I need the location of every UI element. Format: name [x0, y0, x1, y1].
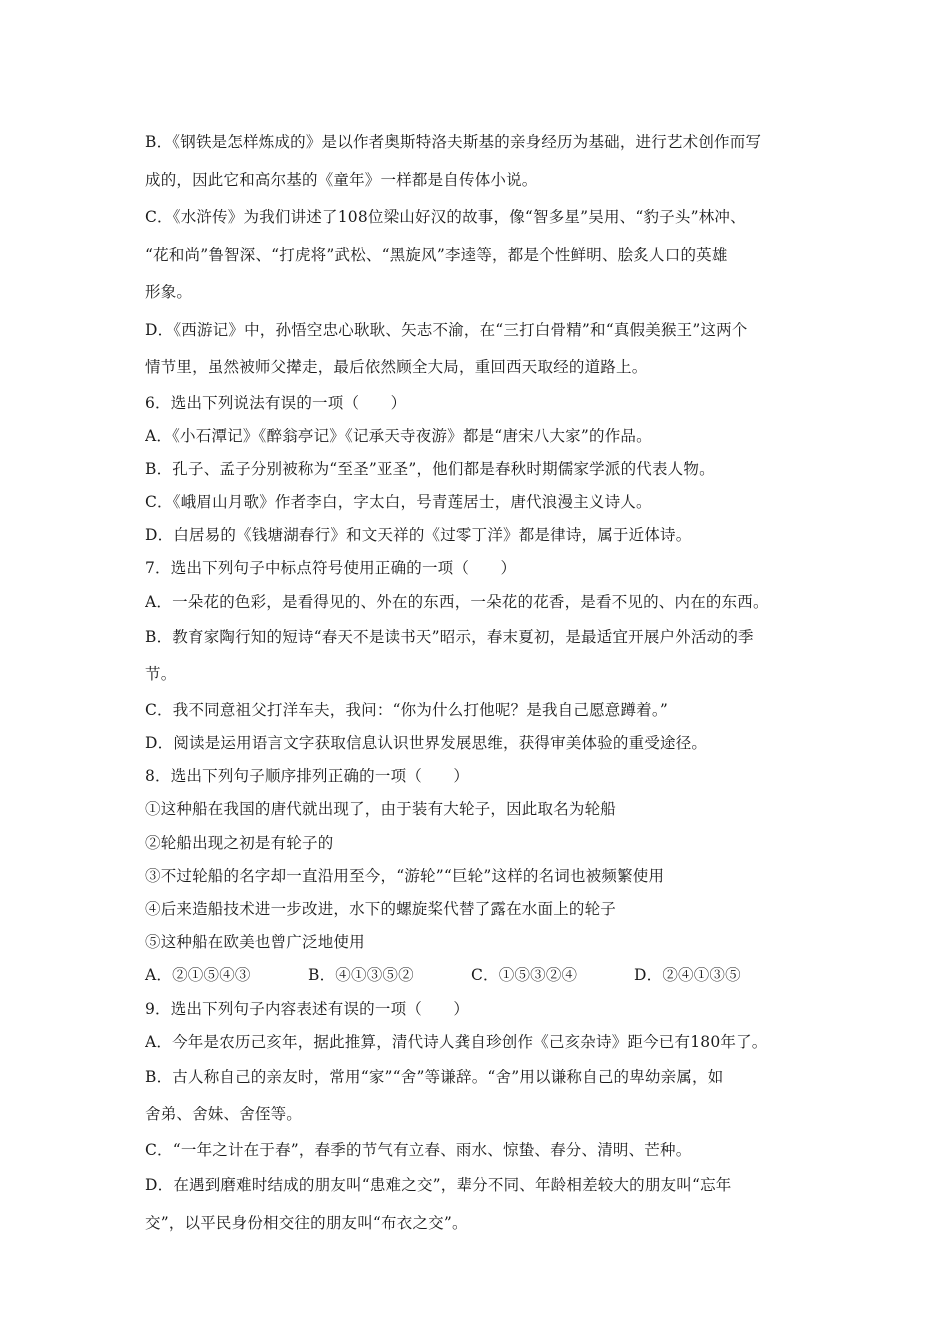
option-8c: C．①⑤③②④	[471, 966, 578, 985]
option-5d-line-2: 情节里，虽然被师父撵走，最后依然顾全大局，重回西天取经的道路上。	[145, 358, 648, 376]
option-7b-line-2: 节。	[145, 665, 177, 684]
question-8: 8．选出下列句子顺序排列正确的一项（ ）	[145, 767, 470, 786]
question-8-options	[145, 959, 810, 992]
option-9b-line-1: B．古人称自己的亲友时，常用“家”“舍”等谦辞。“舍”用以谦称自己的卑幼亲属，如	[145, 1067, 724, 1086]
option-9d-line-1: D．在遇到磨难时结成的朋友叫“患难之交”，辈分不同、年龄相差较大的朋友叫“忘年	[145, 1176, 732, 1195]
question-7: 7．选出下列句子中标点符号使用正确的一项（ ）	[145, 559, 517, 578]
option-8a: A．②①⑤④③	[145, 966, 251, 985]
option-9d-line-2: 交”，以平民身份相交往的朋友叫“布衣之交”。	[145, 1213, 468, 1232]
option-5c-line-2: “花和尚”鲁智深、“打虎将”武松、“黑旋风”李逵等，都是个性鲜明、脍炙人口的英雄	[145, 245, 728, 264]
option-7c: C．我不同意祖父打洋车夫，我问：“你为什么打他呢？是我自己愿意蹲着。”	[145, 700, 668, 719]
option-5d-line-1: D．《西游记》中，孙悟空忠心耿耿、矢志不渝，在“三打白骨精”和“真假美猴王”这两个	[145, 320, 748, 339]
option-5b-line-1: B．《钢铁是怎样炼成的》是以作者奥斯特洛夫斯基的亲身经历为基础，进行艺术创作而写	[145, 133, 762, 151]
question-9: 9．选出下列句子内容表述有误的一项（ ）	[145, 999, 470, 1018]
document-page	[145, 124, 810, 1242]
option-6d: D．白居易的《钱塘湖春行》和文天祥的《过零丁洋》都是律诗，属于近体诗。	[145, 526, 692, 545]
option-5c-line-1: C．《水浒传》为我们讲述了108位梁山好汉的故事，像“智多星”吴用、“豹子头”林冲、	[145, 208, 746, 226]
option-9c: C．“一年之计在于春”，春季的节气有立春、雨水、惊蛰、春分、清明、芒种。	[145, 1140, 692, 1159]
option-5b-line-2: 成的，因此它和高尔基的《童年》一样都是自传体小说。	[145, 170, 538, 189]
option-7a: A．一朵花的色彩，是看得见的、外在的东西，一朵花的花香，是看不见的、内在的东西。	[145, 592, 769, 611]
option-6c: C．《峨眉山月歌》作者李白，字太白，号青莲居士，唐代浪漫主义诗人。	[145, 493, 652, 512]
option-8d: D．②④①③⑤	[634, 966, 741, 985]
option-9a: A．今年是农历己亥年，据此推算，清代诗人龚自珍创作《己亥杂诗》距今已有180年了。	[145, 1032, 768, 1051]
question-6: 6．选出下列说法有误的一项（ ）	[145, 393, 407, 412]
option-6a: A．《小石潭记》《醉翁亭记》《记承天寺夜游》都是“唐宋八大家”的作品。	[145, 426, 652, 445]
sentence-3: ③不过轮船的名字却一直沿用至今，“游轮”“巨轮”这样的名词也被频繁使用	[145, 866, 665, 885]
sentence-2: ②轮船出现之初是有轮子的	[145, 833, 334, 852]
option-7d: D．阅读是运用语言文字获取信息认识世界发展思维，获得审美体验的重受途径。	[145, 734, 708, 752]
sentence-1: ①这种船在我国的唐代就出现了，由于装有大轮子，因此取名为轮船	[145, 800, 617, 819]
sentence-5: ⑤这种船在欧美也曾广泛地使用	[145, 933, 365, 952]
sentence-4: ④后来造船技术进一步改进，水下的螺旋桨代替了露在水面上的轮子	[145, 899, 617, 918]
option-7b-line-1: B．教育家陶行知的短诗“春天不是读书天”昭示，春末夏初，是最适宜开展户外活动的季	[145, 627, 754, 646]
option-9b-line-2: 舍弟、舍妹、舍侄等。	[145, 1105, 303, 1124]
option-5c-line-3: 形象。	[145, 283, 193, 301]
option-6b: B．孔子、孟子分别被称为“至圣”亚圣”，他们都是春秋时期儒家学派的代表人物。	[145, 459, 715, 478]
option-8b: B．④①③⑤②	[308, 966, 414, 985]
